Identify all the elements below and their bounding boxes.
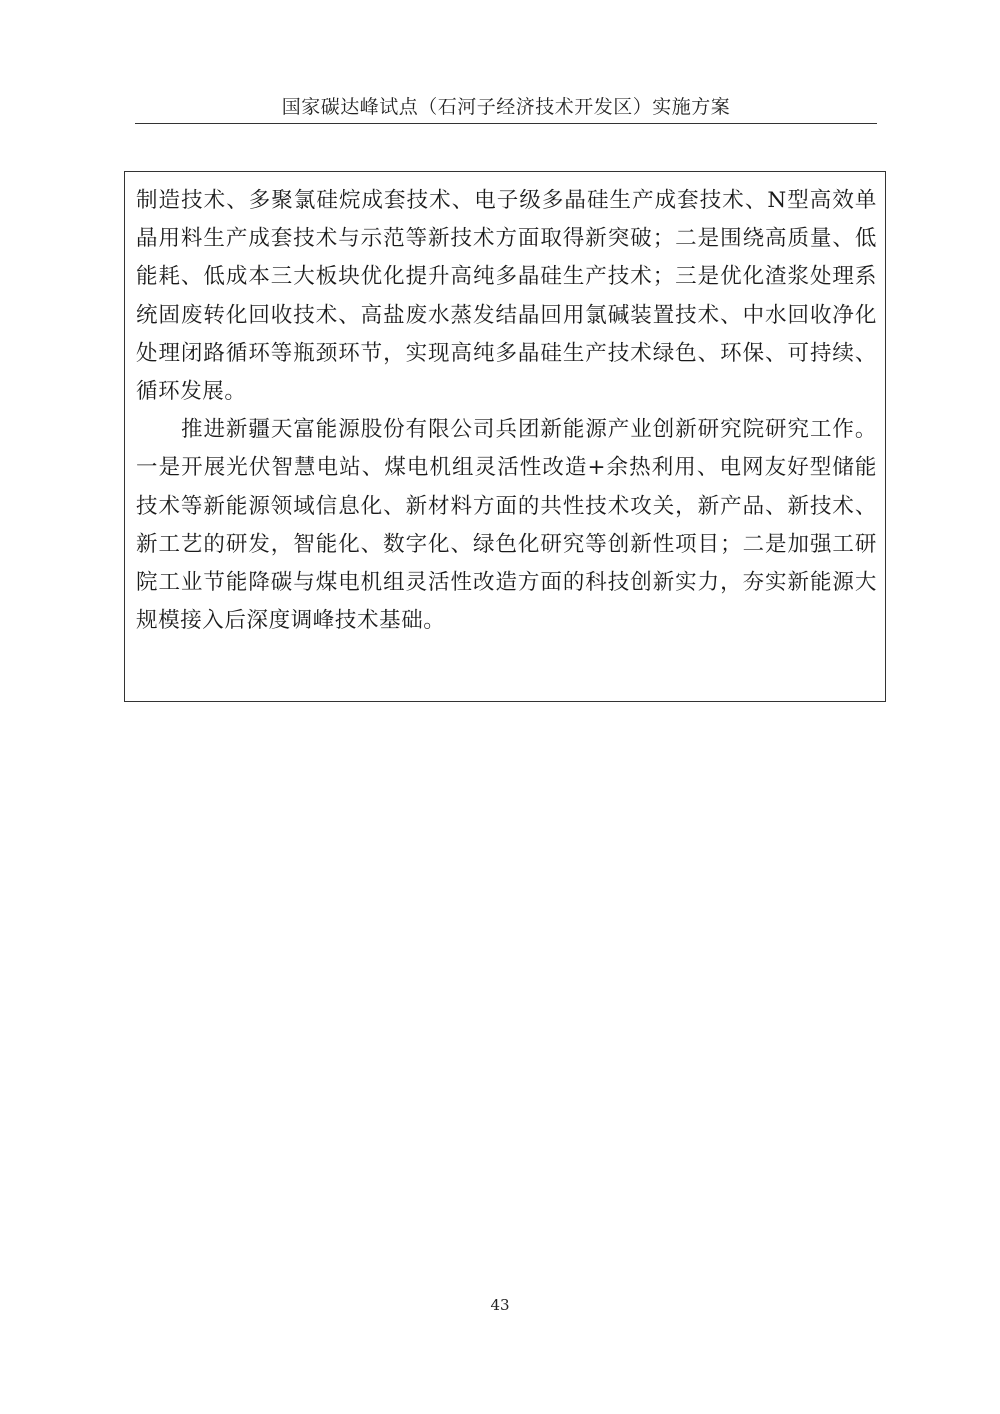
header-divider <box>135 123 877 124</box>
page-number: 43 <box>490 1296 510 1314</box>
text-box <box>124 171 886 702</box>
paragraph-tianfu-research: 推进新疆天富能源股份有限公司兵团新能源产业创新研究院研究工作。一是开展光伏智慧电站、煤电机组灵活性改造+余热利用、电网友好型储能技术等新能源领域信息化、新材料方面的共性技术攻关，新产品、新技术、新工艺的研发，智能化、数字化、绿色化研究等创新性项目；二是加强工研院工业节能降碳与煤电机组灵活性改造方面的科技创新实力，夯实新能源大规模接入后深度调峰技术基础。 <box>136 417 877 634</box>
paragraph-continued: 制造技术、多聚氯硅烷成套技术、电子级多晶硅生产成套技术、N型高效单晶用料生产成套技术与示范等新技术方面取得新突破；二是围绕高质量、低能耗、低成本三大板块优化提升高纯多晶硅生产技术；三是优化渣浆处理系统固废转化回收技术、高盐废水蒸发结晶回用氯碱装置技术、中水回收净化处理闭路循环等瓶颈环节，实现高纯多晶硅生产技术绿色、环保、可持续、循环发展。 <box>136 188 877 405</box>
page-header-title: 国家碳达峰试点（石河子经济技术开发区）实施方案 <box>281 96 731 118</box>
